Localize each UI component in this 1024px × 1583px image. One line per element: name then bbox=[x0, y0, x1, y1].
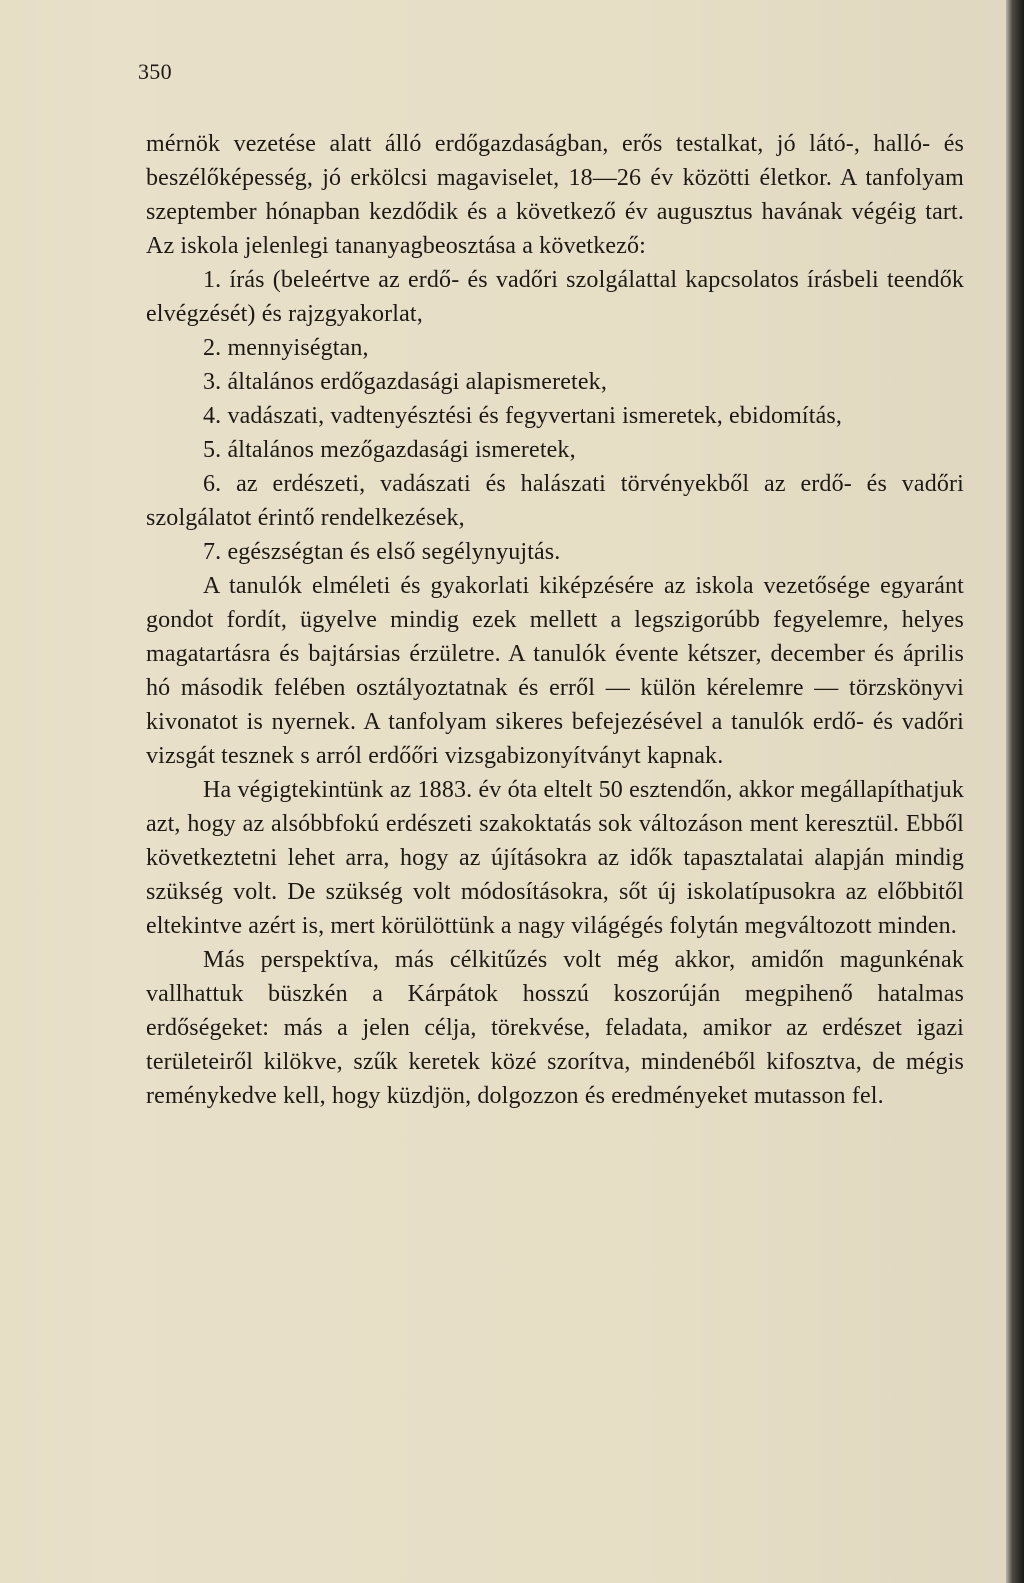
curriculum-list bbox=[146, 263, 964, 569]
history-paragraph: Ha végigtekintünk az 1883. év óta eltelt 50 esztendőn, akkor megállapíthatjuk azt, hogy az alsóbbfokú erdészeti szakoktatás sok változáson ment keresztül. Ebből következtetni lehet arra, hogy az újításokra az idők tapasztalatai alapján mindig szükség volt. De szükség volt módosításokra, sőt új iskolatípusokra az előbbitől eltekintve azért is, mert körülöttünk a nagy világégés folytán megváltozott minden. bbox=[146, 777, 964, 939]
opening-paragraph: mérnök vezetése alatt álló erdőgazdaságban, erős testalkat, jó látó-, halló- és beszélőképesség, jó erkölcsi magaviselet, 18—26 év közötti életkor. A tanfolyam szeptember hónapban kezdődik és a következő év augusztus havának végéig tart. Az iskola jelenlegi tananyagbeosztása a következő: bbox=[146, 131, 964, 259]
curriculum-item: 7. egészségtan és első segélynyujtás. bbox=[203, 539, 561, 565]
curriculum-item: 4. vadászati, vadtenyésztési és fegyvertani ismeretek, ebidomítás, bbox=[203, 403, 843, 429]
curriculum-item: 1. írás (beleértve az erdő- és vadőri szolgálattal kapcsolatos írásbeli teendők elvégzését) és rajzgyakorlat, bbox=[146, 267, 964, 327]
page-number: 350 bbox=[138, 59, 172, 84]
page-body-text bbox=[146, 127, 964, 1113]
perspective-paragraph: Más perspektíva, más célkitűzés volt még akkor, amidőn magunkénak vallhattuk büszkén a Kárpátok hosszú koszorúján megpihenő hatalmas erdőségeket: más a jelen célja, törekvése, feladata, amikor az erdészet igazi területeiről kilökve, szűk keretek közé szorítva, mindenéből kifosztva, de mégis reménykedve kell, hogy küzdjön, dolgozzon és eredményeket mutasson fel. bbox=[146, 947, 964, 1109]
page-edge-shadow bbox=[1006, 0, 1024, 1583]
training-paragraph: A tanulók elméleti és gyakorlati kiképzésére az iskola vezetősége egyaránt gondot fordít, ügyelve mindig ezek mellett a legszigorúbb fegyelemre, helyes magatartásra és bajtársias érzületre. A tanulók évente kétszer, december és április hó második felében osztályoztatnak és erről — külön kérelemre — törzskönyvi kivonatot is nyernek. A tanfolyam sikeres befejezésével a tanulók erdő- és vadőri vizsgát tesznek s arról erdőőri vizsgabizonyítványt kapnak. bbox=[146, 573, 964, 769]
curriculum-item: 3. általános erdőgazdasági alapismeretek, bbox=[203, 369, 607, 395]
curriculum-item: 5. általános mezőgazdasági ismeretek, bbox=[203, 437, 576, 463]
curriculum-item: 6. az erdészeti, vadászati és halászati törvényekből az erdő- és vadőri szolgálatot érintő rendelkezések, bbox=[146, 471, 964, 531]
curriculum-item: 2. mennyiségtan, bbox=[203, 335, 369, 361]
